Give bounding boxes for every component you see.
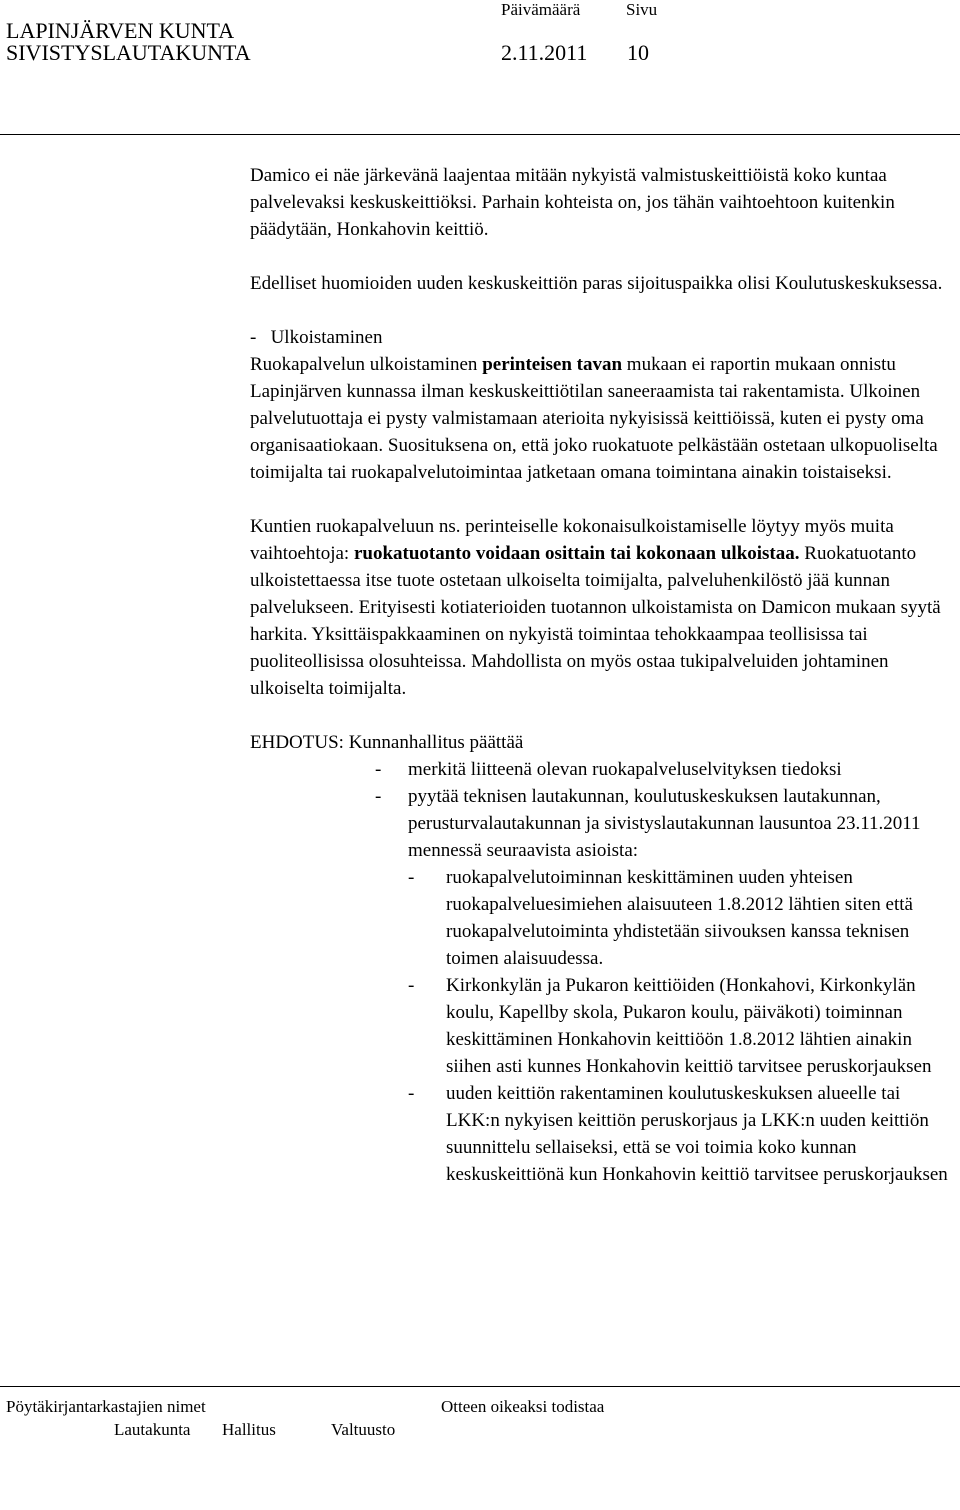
footer-col-council: Valtuusto — [331, 1420, 396, 1439]
footer-col-committee: Lautakunta — [114, 1420, 191, 1439]
page-label: Sivu — [626, 0, 658, 19]
proposal-list — [250, 756, 956, 864]
sub-item — [250, 972, 956, 1080]
paragraph-alternatives — [250, 513, 956, 702]
list-dash: - — [375, 786, 382, 807]
alternatives-text-start: Kuntien ruokapalveluun ns. perinteiselle kokonaisulkoistamiselle löytyy myös muita vaihtoehtoja: — [250, 516, 894, 564]
proposal-item-text: pyytää teknisen lautakunnan, koulutuskeskuksen lautakunnan, perusturvalautakunnan ja sivistyslautakunnan lausuntoa 23.11.2011 mennessä seuraavista asioista: — [408, 786, 921, 861]
header-divider — [0, 134, 960, 135]
list-dash: - — [408, 975, 415, 996]
section-heading-outsourcing: - Ulkoistaminen — [250, 327, 383, 348]
footer-col-board: Hallitus — [222, 1420, 276, 1439]
outsourcing-text-start: Ruokapalvelun ulkoistaminen — [250, 354, 483, 375]
list-dash: - — [408, 1083, 415, 1104]
sub-item-text: ruokapalvelutoiminnan keskittäminen uuden yhteisen ruokapalveluesimiehen alaisuuteen 1.8.2012 lähtien siten että ruokapalvelutoiminta yhdistetään siivouksen kanssa teknisen toimen alaisuudessa. — [446, 867, 913, 969]
paragraph-outsourcing — [250, 351, 956, 486]
paragraph-location: Edelliset huomioiden uuden keskuskeittiön paras sijoituspaikka olisi Koulutuskeskuksessa. — [250, 273, 943, 294]
organization-name: LAPINJÄRVEN KUNTA — [6, 18, 235, 43]
department-name: SIVISTYSLAUTAKUNTA — [6, 40, 251, 65]
proposal-heading: EHDOTUS: Kunnanhallitus päättää — [250, 732, 524, 753]
sub-item-text: uuden keittiön rakentaminen koulutuskeskuksen alueelle tai LKK:n nykyisen keittiön peruskorjaus ja LKK:n uuden keittiön suunnittelu sellaiseksi, että se voi toimia koko kunnan keskuskeittiönä kun Honkahovin keittiö tarvitsee peruskorjauksen — [446, 1083, 948, 1185]
sub-item-list — [250, 864, 956, 1188]
outsourcing-emphasis: perinteisen tavan — [482, 354, 623, 375]
sub-item-text: Kirkonkylän ja Pukaron keittiöiden (Honkahovi, Kirkonkylän koulu, Kapellby skola, Pukaron koulu, päiväkoti) toiminnan keskittäminen Honkahovin keittiöön 1.8.2012 lähtien ainakin siihen asti kunnes Honkahovin keittiö tarvitsee peruskorjauksen — [446, 975, 932, 1077]
date-label: Päivämäärä — [501, 0, 581, 19]
proposal-item — [250, 756, 956, 783]
paragraph-damico-assessment: Damico ei näe järkevänä laajentaa mitään nykyistä valmistuskeittiöistä koko kuntaa palvelevaksi keskuskeittiöksi. Parhain kohteista on, jos tähän vaihtoehtoon kuitenkin päädytään, Honkahovin keittiö. — [250, 165, 895, 240]
outsourcing-text-end: mukaan ei raportin mukaan onnistu Lapinjärven kunnassa ilman keskuskeittiötilan saneeraamista tai rakentamista. Ulkoinen palvelutuottaja ei pysty valmistamaan aterioita nykyisissä keittiöissä, kuten ei pysty oma organisaatiokaan. Suosituksena on, että joko ruokatuote pelkästään ostetaan ulkopuoliselta toimijalta tai ruokapalvelutoimintaa jatketaan omana toimintana ainakin toistaiseksi. — [250, 354, 938, 483]
proposal-item — [250, 783, 956, 864]
meeting-date: 2.11.2011 — [501, 40, 588, 65]
footer-divider — [0, 1386, 960, 1387]
page-number: 10 — [627, 40, 649, 65]
sub-item — [250, 864, 956, 972]
extract-label: Otteen oikeaksi todistaa — [441, 1397, 605, 1416]
list-dash: - — [375, 759, 382, 780]
sub-item — [250, 1080, 956, 1188]
proposal-item-text: merkitä liitteenä olevan ruokapalveluselvityksen tiedoksi — [408, 759, 842, 780]
document-body — [250, 162, 956, 1188]
alternatives-emphasis: ruokatuotanto voidaan osittain tai kokonaan ulkoistaa. — [353, 543, 800, 564]
checkers-label: Pöytäkirjantarkastajien nimet — [6, 1397, 206, 1416]
alternatives-text-end: Ruokatuotanto ulkoistettaessa itse tuote ostetaan ulkoiselta toimijalta, palveluhenkilöstö jää kunnan palvelukseen. Erityisesti kotiaterioiden tuotannon ulkoistamista on Damicon mukaan syytä harkita. Yksittäispakkaaminen on nykyistä toimintaa tehokkaampaa teollisissa tai puoliteollisissa olosuhteissa. Mahdollista on myös ostaa tukipalveluiden johtaminen ulkoiselta toimijalta. — [250, 543, 941, 699]
list-dash: - — [408, 867, 415, 888]
